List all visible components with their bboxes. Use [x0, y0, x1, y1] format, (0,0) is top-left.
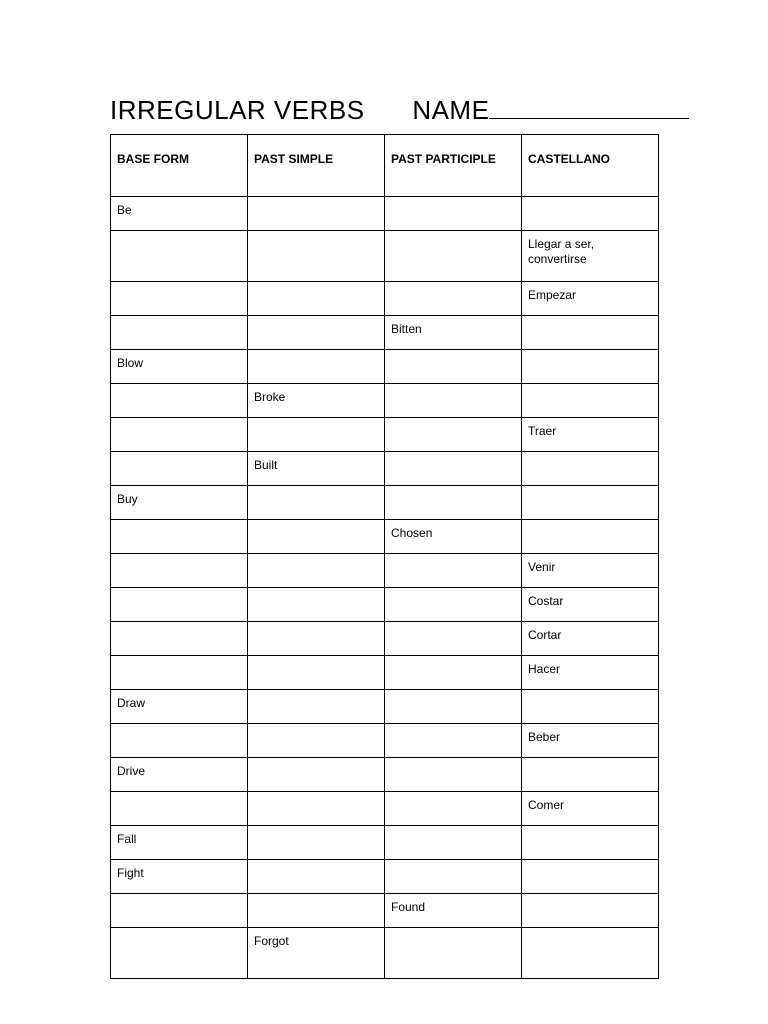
past-simple-cell[interactable]: [248, 486, 385, 520]
past-participle-cell[interactable]: [385, 656, 522, 690]
table-row: [111, 588, 659, 622]
castellano-cell: Comer: [522, 792, 659, 826]
table-row: [111, 350, 659, 384]
table-row: [111, 486, 659, 520]
table-row: [111, 758, 659, 792]
castellano-cell: Traer: [522, 418, 659, 452]
past-simple-cell[interactable]: [248, 197, 385, 231]
castellano-cell[interactable]: [522, 928, 659, 979]
past-simple-cell[interactable]: [248, 894, 385, 928]
past-participle-cell[interactable]: [385, 282, 522, 316]
past-participle-cell[interactable]: [385, 197, 522, 231]
past-simple-cell[interactable]: [248, 622, 385, 656]
base-form-cell[interactable]: [111, 520, 248, 554]
base-form-cell: Draw: [111, 690, 248, 724]
base-form-cell[interactable]: [111, 588, 248, 622]
past-participle-cell[interactable]: [385, 792, 522, 826]
castellano-cell[interactable]: [522, 758, 659, 792]
castellano-cell[interactable]: [522, 486, 659, 520]
table-row: [111, 622, 659, 656]
past-simple-cell[interactable]: [248, 588, 385, 622]
base-form-cell: Drive: [111, 758, 248, 792]
base-form-cell[interactable]: [111, 384, 248, 418]
castellano-cell: Llegar a ser, convertirse: [522, 231, 659, 282]
base-form-cell[interactable]: [111, 792, 248, 826]
castellano-cell: Cortar: [522, 622, 659, 656]
castellano-cell[interactable]: [522, 826, 659, 860]
table-row: [111, 724, 659, 758]
past-simple-cell[interactable]: [248, 860, 385, 894]
past-simple-cell[interactable]: [248, 792, 385, 826]
castellano-cell[interactable]: [522, 350, 659, 384]
table-row: [111, 316, 659, 350]
base-form-cell[interactable]: [111, 554, 248, 588]
base-form-cell: Be: [111, 197, 248, 231]
past-simple-cell[interactable]: [248, 826, 385, 860]
base-form-cell[interactable]: [111, 418, 248, 452]
past-simple-cell: Built: [248, 452, 385, 486]
table-row: [111, 197, 659, 231]
castellano-cell[interactable]: [522, 384, 659, 418]
past-participle-cell[interactable]: [385, 860, 522, 894]
past-participle-cell[interactable]: [385, 622, 522, 656]
past-simple-cell[interactable]: [248, 520, 385, 554]
base-form-cell: Fall: [111, 826, 248, 860]
castellano-cell[interactable]: [522, 690, 659, 724]
table-row: [111, 554, 659, 588]
name-blank-line[interactable]: [489, 92, 689, 119]
table-row: [111, 520, 659, 554]
castellano-cell: Venir: [522, 554, 659, 588]
table-row: [111, 231, 659, 282]
past-participle-cell[interactable]: [385, 928, 522, 979]
table-row: [111, 418, 659, 452]
worksheet-title: IRREGULAR VERBS: [110, 95, 365, 125]
past-participle-cell: Found: [385, 894, 522, 928]
castellano-cell[interactable]: [522, 520, 659, 554]
castellano-cell[interactable]: [522, 197, 659, 231]
castellano-cell: Beber: [522, 724, 659, 758]
table-row: [111, 384, 659, 418]
table-row: [111, 894, 659, 928]
past-simple-cell[interactable]: [248, 690, 385, 724]
past-simple-cell: Broke: [248, 384, 385, 418]
table-row: [111, 860, 659, 894]
column-header-base-form: BASE FORM: [111, 135, 248, 197]
past-participle-cell[interactable]: [385, 554, 522, 588]
column-header-castellano: CASTELLANO: [522, 135, 659, 197]
base-form-cell[interactable]: [111, 231, 248, 282]
past-simple-cell[interactable]: [248, 724, 385, 758]
past-participle-cell[interactable]: [385, 758, 522, 792]
column-header-past-participle: PAST PARTICIPLE: [385, 135, 522, 197]
base-form-cell[interactable]: [111, 928, 248, 979]
past-participle-cell[interactable]: [385, 486, 522, 520]
base-form-cell[interactable]: [111, 724, 248, 758]
base-form-cell[interactable]: [111, 894, 248, 928]
base-form-cell[interactable]: [111, 316, 248, 350]
table-header-row: [111, 135, 659, 197]
past-participle-cell: Chosen: [385, 520, 522, 554]
table-body: [111, 197, 659, 979]
table-row: [111, 690, 659, 724]
past-participle-cell[interactable]: [385, 350, 522, 384]
castellano-cell: Hacer: [522, 656, 659, 690]
table-row: [111, 282, 659, 316]
past-simple-cell[interactable]: [248, 316, 385, 350]
past-participle-cell[interactable]: [385, 588, 522, 622]
castellano-cell[interactable]: [522, 860, 659, 894]
column-header-past-simple: PAST SIMPLE: [248, 135, 385, 197]
past-participle-cell[interactable]: [385, 231, 522, 282]
base-form-cell[interactable]: [111, 622, 248, 656]
table-row: [111, 792, 659, 826]
past-participle-cell: Bitten: [385, 316, 522, 350]
past-simple-cell[interactable]: [248, 418, 385, 452]
base-form-cell[interactable]: [111, 656, 248, 690]
table-row: [111, 452, 659, 486]
castellano-cell[interactable]: [522, 894, 659, 928]
past-simple-cell[interactable]: [248, 656, 385, 690]
base-form-cell: Buy: [111, 486, 248, 520]
past-participle-cell[interactable]: [385, 690, 522, 724]
past-simple-cell[interactable]: [248, 554, 385, 588]
past-simple-cell[interactable]: [248, 282, 385, 316]
worksheet-header: [110, 92, 670, 128]
past-participle-cell[interactable]: [385, 384, 522, 418]
base-form-cell[interactable]: [111, 282, 248, 316]
past-participle-cell[interactable]: [385, 452, 522, 486]
irregular-verbs-table: [110, 134, 659, 979]
castellano-cell[interactable]: [522, 452, 659, 486]
past-simple-cell[interactable]: [248, 231, 385, 282]
past-simple-cell[interactable]: [248, 350, 385, 384]
castellano-cell: Costar: [522, 588, 659, 622]
past-participle-cell[interactable]: [385, 826, 522, 860]
base-form-cell: Fight: [111, 860, 248, 894]
base-form-cell: Blow: [111, 350, 248, 384]
table-row: [111, 928, 659, 979]
past-participle-cell[interactable]: [385, 724, 522, 758]
castellano-cell: Empezar: [522, 282, 659, 316]
past-simple-cell[interactable]: [248, 758, 385, 792]
past-participle-cell[interactable]: [385, 418, 522, 452]
table-row: [111, 826, 659, 860]
base-form-cell[interactable]: [111, 452, 248, 486]
name-label: NAME: [412, 95, 490, 125]
past-simple-cell: Forgot: [248, 928, 385, 979]
table-row: [111, 656, 659, 690]
castellano-cell[interactable]: [522, 316, 659, 350]
